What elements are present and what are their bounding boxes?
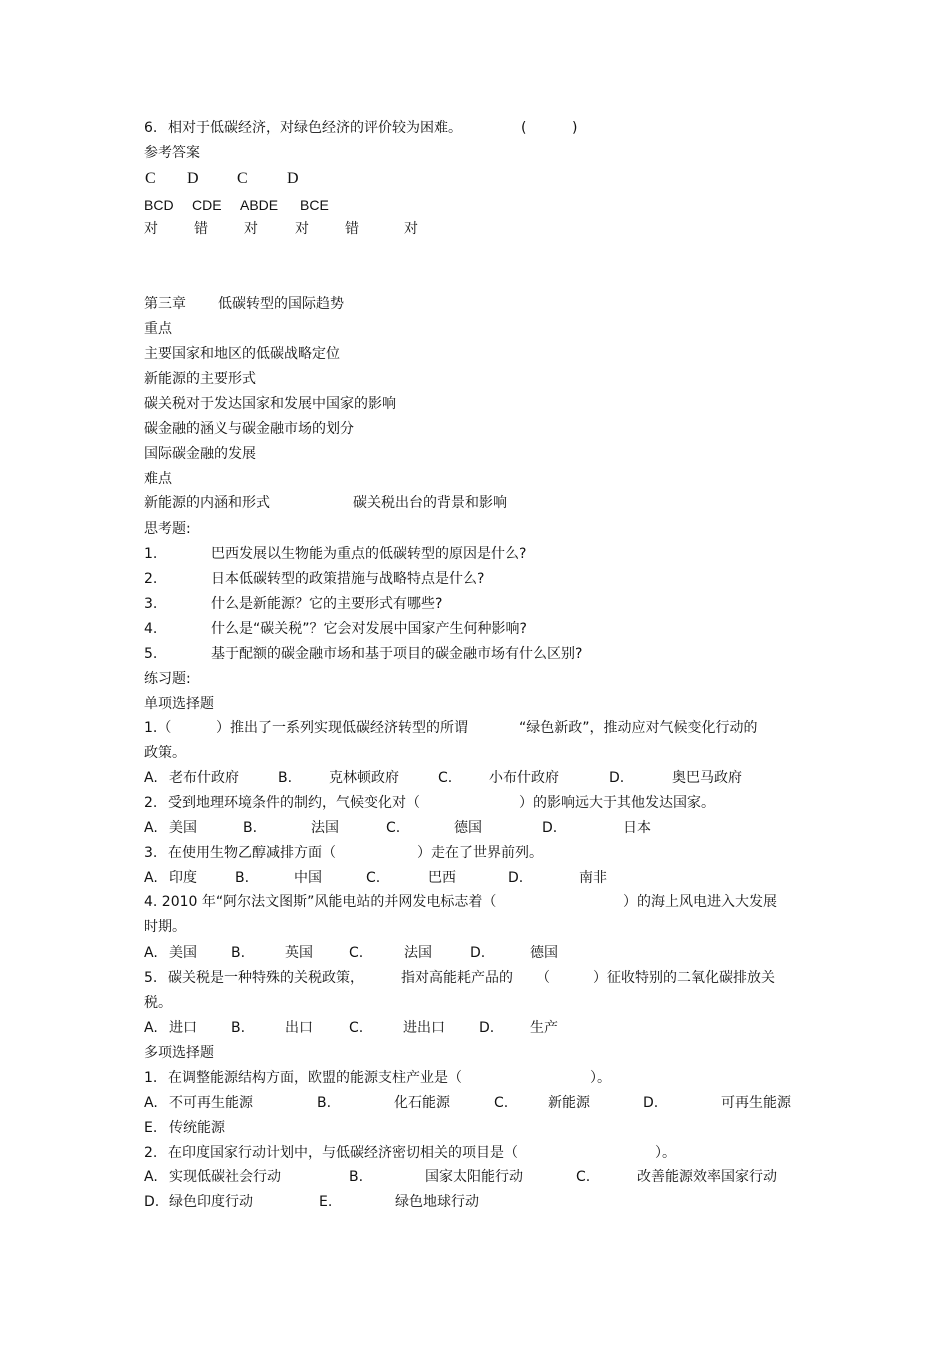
option-letter: D. — [144, 1194, 160, 1210]
option-letter: C. — [349, 945, 364, 961]
option-letter: A. — [144, 770, 158, 786]
option-letter: A. — [144, 820, 158, 836]
question-number: 6. — [144, 120, 158, 136]
question-number: 2. — [144, 1145, 158, 1161]
option-text: 南非 — [579, 870, 607, 886]
answer-cell: C — [145, 170, 156, 187]
answer-cell: 错 — [194, 221, 208, 237]
answer-cell: D — [187, 170, 199, 187]
question-number: 5. — [144, 970, 158, 986]
option-text: 奥巴马政府 — [672, 770, 742, 786]
option-letter: B. — [278, 770, 293, 786]
answer-cell: BCE — [300, 197, 329, 213]
option-letter: C. — [349, 1020, 364, 1036]
option-text: 德国 — [454, 820, 482, 836]
option-text: 中国 — [294, 870, 322, 886]
option-text: 英国 — [285, 945, 313, 961]
question-text: ）走在了世界前列。 — [417, 845, 543, 861]
option-text: 生产 — [530, 1020, 558, 1036]
answer-cell: 对 — [404, 221, 418, 237]
option-text: 印度 — [169, 870, 197, 886]
question-text: 基于配额的碳金融市场和基于项目的碳金融市场有什么区别? — [211, 646, 583, 662]
chapter-title: 低碳转型的国际趋势 — [218, 296, 344, 312]
option-text: 国家太阳能行动 — [425, 1169, 523, 1185]
option-text: 美国 — [169, 945, 197, 961]
option-letter: C. — [494, 1095, 509, 1111]
difficulty-item: 新能源的内涵和形式 — [144, 495, 270, 511]
question-text: 指对高能耗产品的 — [401, 970, 513, 986]
question-number: 4. — [144, 621, 158, 637]
question-text: ）。 — [655, 1145, 676, 1161]
option-letter: B. — [231, 1020, 246, 1036]
option-letter: B. — [349, 1169, 364, 1185]
question-text: ）。 — [590, 1070, 611, 1086]
option-text: 法国 — [311, 820, 339, 836]
question-text: ）的影响远大于其他发达国家。 — [519, 795, 715, 811]
question-number: 2. — [144, 795, 158, 811]
option-letter: B. — [243, 820, 258, 836]
option-text: 出口 — [285, 1020, 313, 1036]
answer-cell: C — [237, 170, 248, 187]
option-text: 绿色地球行动 — [395, 1194, 479, 1210]
answer-blank-open: ( — [521, 120, 527, 136]
option-letter: E. — [144, 1120, 158, 1136]
question-text: ）征收特别的二氧化碳排放关 — [593, 970, 775, 986]
option-text: 巴西 — [428, 870, 456, 886]
question-text: 在印度国家行动计划中，与低碳经济密切相关的项目是（ — [168, 1145, 518, 1161]
question-number: 1. — [144, 1070, 158, 1086]
option-text: 改善能源效率国家行动 — [637, 1169, 777, 1185]
answer-cell: 错 — [345, 221, 359, 237]
option-letter: A. — [144, 945, 158, 961]
question-text: 巴西发展以生物能为重点的低碳转型的原因是什么? — [211, 546, 527, 562]
answer-cell: ABDE — [240, 197, 279, 213]
option-text: 日本 — [623, 820, 651, 836]
question-text: 什么是“碳关税”？它会对发展中国家产生何种影响? — [211, 621, 527, 637]
option-letter: A. — [144, 1169, 158, 1185]
option-letter: A. — [144, 870, 158, 886]
difficulty-item: 碳关税出台的背景和影响 — [353, 495, 507, 511]
option-text: 不可再生能源 — [169, 1095, 253, 1111]
question-text: 在调整能源结构方面，欧盟的能源支柱产业是（ — [168, 1070, 462, 1086]
option-letter: A. — [144, 1020, 158, 1036]
option-letter: D. — [542, 820, 558, 836]
option-letter: B. — [235, 870, 250, 886]
option-letter: B. — [231, 945, 246, 961]
answer-cell: BCD — [144, 197, 174, 213]
option-letter: B. — [317, 1095, 332, 1111]
option-text: 法国 — [404, 945, 432, 961]
option-letter: C. — [576, 1169, 591, 1185]
option-text: 实现低碳社会行动 — [169, 1169, 281, 1185]
answer-cell: D — [287, 170, 299, 187]
answer-cell: CDE — [192, 197, 222, 213]
question-number: 3. — [144, 596, 158, 612]
option-text: 德国 — [530, 945, 558, 961]
question-text: ）的海上风电进入大发展 — [623, 894, 777, 910]
option-text: 绿色印度行动 — [169, 1194, 253, 1210]
question-text: 在使用生物乙醇减排方面（ — [168, 845, 336, 861]
chapter-number: 第三章 — [144, 296, 186, 312]
option-text: 进出口 — [403, 1020, 445, 1036]
question-text: ）推出了一系列实现低碳经济转型的所谓 — [216, 720, 468, 736]
option-letter: C. — [366, 870, 381, 886]
option-letter: A. — [144, 1095, 158, 1111]
option-text: 可再生能源 — [721, 1095, 791, 1111]
option-letter: D. — [470, 945, 486, 961]
question-text: 什么是新能源？它的主要形式有哪些? — [211, 596, 443, 612]
answer-blank-close: ) — [572, 120, 578, 136]
question-number: 1.（ — [144, 720, 172, 736]
question-text: 受到地理环境条件的制约，气候变化对（ — [168, 795, 420, 811]
option-letter: D. — [508, 870, 524, 886]
option-letter: E. — [319, 1194, 333, 1210]
question-text: 4. 2010 年“阿尔法文图斯”风能电站的并网发电标志着（ — [144, 894, 497, 910]
option-text: 小布什政府 — [489, 770, 559, 786]
option-letter: D. — [643, 1095, 659, 1111]
answer-cell: 对 — [244, 221, 258, 237]
question-number: 5. — [144, 646, 158, 662]
option-text: 化石能源 — [394, 1095, 450, 1111]
option-letter: D. — [479, 1020, 495, 1036]
question-text: 相对于低碳经济，对绿色经济的评价较为困难。 — [168, 120, 462, 136]
question-number: 1. — [144, 546, 158, 562]
option-text: 传统能源 — [169, 1120, 225, 1136]
option-letter: C. — [386, 820, 401, 836]
question-text: 碳关税是一种特殊的关税政策， — [168, 970, 364, 986]
question-text: 日本低碳转型的政策措施与战略特点是什么? — [211, 571, 485, 587]
option-text: 老布什政府 — [169, 770, 239, 786]
option-letter: D. — [609, 770, 625, 786]
option-letter: C. — [438, 770, 453, 786]
question-number: 2. — [144, 571, 158, 587]
option-text: 克林顿政府 — [329, 770, 399, 786]
question-text: “绿色新政”，推动应对气候变化行动的 — [519, 720, 758, 736]
question-number: 3. — [144, 845, 158, 861]
option-text: 进口 — [169, 1020, 197, 1036]
answer-blank-open: （ — [536, 970, 550, 986]
option-text: 新能源 — [548, 1095, 590, 1111]
answer-cell: 对 — [144, 221, 158, 237]
answer-cell: 对 — [295, 221, 309, 237]
option-text: 美国 — [169, 820, 197, 836]
